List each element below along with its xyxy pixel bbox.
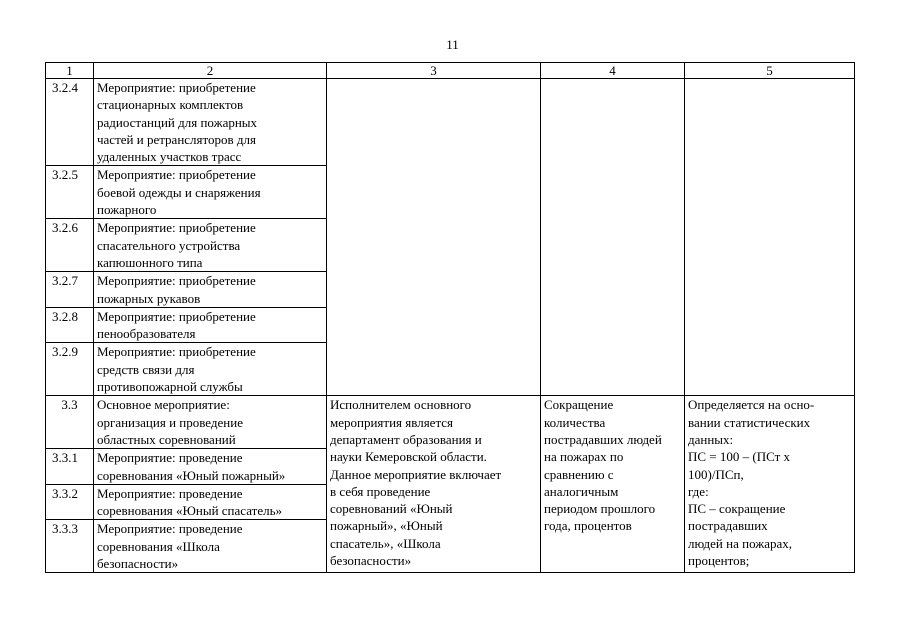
row-number: 3.3.3 xyxy=(46,520,94,573)
header-col-1: 1 xyxy=(46,63,94,79)
row-description: Основное мероприятие: организация и проведение областных соревнований xyxy=(94,396,327,449)
row-description: Мероприятие: проведение соревнования «Школа безопасности» xyxy=(94,520,327,573)
executor-description: Исполнителем основного мероприятия является департамент образования и науки Кемеровской области. Данное мероприятие включает в себя проведение соревнований «Юный пожарный», «Юный спасатель», «Школа безопасности» xyxy=(327,396,541,573)
row-number: 3.3.1 xyxy=(46,449,94,485)
row-number: 3.2.7 xyxy=(46,272,94,308)
row-description: Мероприятие: приобретение пенообразователя xyxy=(94,307,327,343)
row-number: 3.2.9 xyxy=(46,343,94,396)
row-number: 3.2.4 xyxy=(46,79,94,166)
row-number: 3.3 xyxy=(46,396,94,449)
row-description: Мероприятие: приобретение стационарных комплектов радиостанций для пожарных частей и ретрансляторов для удаленных участков трасс xyxy=(94,79,327,166)
calculation-method: Определяется на осно- вании статистических данных: ПС = 100 – (ПСт х 100)/ПСп, где: ПС – сокращение пострадавших людей на пожарах, процентов; xyxy=(685,396,855,573)
table-row-main xyxy=(46,396,855,449)
header-col-3: 3 xyxy=(327,63,541,79)
row-description: Мероприятие: приобретение пожарных рукавов xyxy=(94,272,327,308)
header-col-4: 4 xyxy=(541,63,685,79)
row-description: Мероприятие: приобретение боевой одежды и снаряжения пожарного xyxy=(94,166,327,219)
header-col-2: 2 xyxy=(94,63,327,79)
page-number: 11 xyxy=(446,37,459,52)
header-row xyxy=(46,63,855,79)
row-description: Мероприятие: приобретение средств связи для противопожарной службы xyxy=(94,343,327,396)
empty-col-5-group xyxy=(685,79,855,396)
row-number: 3.2.8 xyxy=(46,307,94,343)
row-number: 3.2.5 xyxy=(46,166,94,219)
indicator-description: Сокращение количества пострадавших людей на пожарах по сравнению с аналогичным периодом прошлого года, процентов xyxy=(541,396,685,573)
empty-col-3-group xyxy=(327,79,541,396)
table-row xyxy=(46,79,855,166)
row-description: Мероприятие: проведение соревнования «Юный спасатель» xyxy=(94,484,327,520)
header-col-5: 5 xyxy=(685,63,855,79)
empty-col-4-group xyxy=(541,79,685,396)
row-number: 3.3.2 xyxy=(46,484,94,520)
program-table xyxy=(45,62,855,573)
row-number: 3.2.6 xyxy=(46,219,94,272)
row-description: Мероприятие: проведение соревнования «Юный пожарный» xyxy=(94,449,327,485)
row-description: Мероприятие: приобретение спасательного устройства капюшонного типа xyxy=(94,219,327,272)
